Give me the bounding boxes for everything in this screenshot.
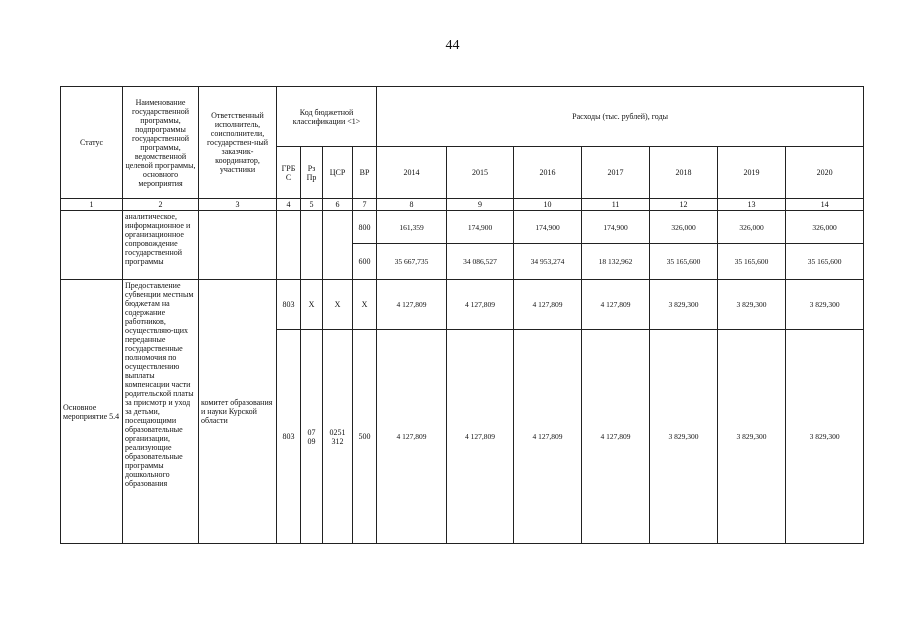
header-vr: ВР	[353, 147, 377, 199]
value-cell: 3 829,300	[786, 330, 864, 544]
rzpr-cell: Х	[301, 280, 323, 330]
column-number: 9	[447, 199, 514, 211]
block2-responsible: комитет образования и науки Курской области	[199, 280, 277, 544]
header-rzpr: Рз Пр	[301, 147, 323, 199]
value-cell: 174,900	[582, 211, 650, 244]
header-year-2017: 2017	[582, 147, 650, 199]
csr-cell: 0251 312	[323, 330, 353, 544]
value-cell: 3 829,300	[650, 280, 718, 330]
value-cell: 4 127,809	[514, 330, 582, 544]
header-year-2019: 2019	[718, 147, 786, 199]
column-number: 13	[718, 199, 786, 211]
header-row-1	[61, 87, 864, 147]
header-year-2015: 2015	[447, 147, 514, 199]
column-number: 5	[301, 199, 323, 211]
block1-rzpr-cell	[301, 211, 323, 280]
header-responsible: Ответственный исполнитель, соисполнители, государствен-ный заказчик-координатор, участники	[199, 87, 277, 199]
block2-status: Основное мероприятие 5.4	[61, 280, 123, 544]
rzpr-cell: 07 09	[301, 330, 323, 544]
column-number: 2	[123, 199, 199, 211]
value-cell: 34 086,527	[447, 244, 514, 280]
header-budget-code: Код бюджетной классификации <1>	[277, 87, 377, 147]
block1-program-name: аналитическое, информационное и организационное сопровождение государственной программы	[123, 211, 199, 280]
header-year-2020: 2020	[786, 147, 864, 199]
value-cell: 3 829,300	[718, 330, 786, 544]
budget-table	[60, 86, 864, 544]
page-number: 44	[445, 38, 460, 53]
value-cell: 4 127,809	[582, 280, 650, 330]
block2-program-name: Предоставление субвенции местным бюджетам на содержание работников, осуществляю-щих переданные государственные полномочия по осуществлению выплаты компенсации части родительской платы за присмотр и уход за детьми, посещающими образовательные организации, реализующие образовательные программы дошкольного образования	[123, 280, 199, 544]
column-number-row	[61, 199, 864, 211]
block1-responsible-cell	[199, 211, 277, 280]
value-cell: 35 667,735	[377, 244, 447, 280]
vr-cell: 600	[353, 244, 377, 280]
header-status: Статус	[61, 87, 123, 199]
value-cell: 4 127,809	[447, 280, 514, 330]
value-cell: 326,000	[718, 211, 786, 244]
table-row	[61, 280, 864, 330]
value-cell: 35 165,600	[650, 244, 718, 280]
column-number: 11	[582, 199, 650, 211]
column-number: 10	[514, 199, 582, 211]
grbs-cell: 803	[277, 330, 301, 544]
value-cell: 3 829,300	[786, 280, 864, 330]
header-csr: ЦСР	[323, 147, 353, 199]
vr-cell: Х	[353, 280, 377, 330]
block1-csr-cell	[323, 211, 353, 280]
column-number: 8	[377, 199, 447, 211]
column-number: 3	[199, 199, 277, 211]
column-number: 7	[353, 199, 377, 211]
block1-grbs-cell	[277, 211, 301, 280]
table-row	[61, 211, 864, 244]
value-cell: 4 127,809	[377, 280, 447, 330]
value-cell: 34 953,274	[514, 244, 582, 280]
value-cell: 3 829,300	[718, 280, 786, 330]
vr-cell: 500	[353, 330, 377, 544]
column-number: 14	[786, 199, 864, 211]
csr-cell: Х	[323, 280, 353, 330]
header-year-2018: 2018	[650, 147, 718, 199]
column-number: 4	[277, 199, 301, 211]
value-cell: 4 127,809	[377, 330, 447, 544]
header-year-2014: 2014	[377, 147, 447, 199]
value-cell: 161,359	[377, 211, 447, 244]
column-number: 6	[323, 199, 353, 211]
header-grbs: ГРБ С	[277, 147, 301, 199]
value-cell: 35 165,600	[718, 244, 786, 280]
value-cell: 174,900	[447, 211, 514, 244]
header-expenses: Расходы (тыс. рублей), годы	[377, 87, 864, 147]
value-cell: 4 127,809	[447, 330, 514, 544]
column-number: 1	[61, 199, 123, 211]
grbs-cell: 803	[277, 280, 301, 330]
value-cell: 4 127,809	[514, 280, 582, 330]
value-cell: 4 127,809	[582, 330, 650, 544]
value-cell: 174,900	[514, 211, 582, 244]
value-cell: 35 165,600	[786, 244, 864, 280]
value-cell: 326,000	[650, 211, 718, 244]
header-program-name: Наименование государственной программы, подпрограммы государственной программы, ведомственной целевой программы, основного мероприятия	[123, 87, 199, 199]
value-cell: 18 132,962	[582, 244, 650, 280]
value-cell: 3 829,300	[650, 330, 718, 544]
column-number: 12	[650, 199, 718, 211]
block1-status-cell	[61, 211, 123, 280]
value-cell: 326,000	[786, 211, 864, 244]
vr-cell: 800	[353, 211, 377, 244]
header-year-2016: 2016	[514, 147, 582, 199]
